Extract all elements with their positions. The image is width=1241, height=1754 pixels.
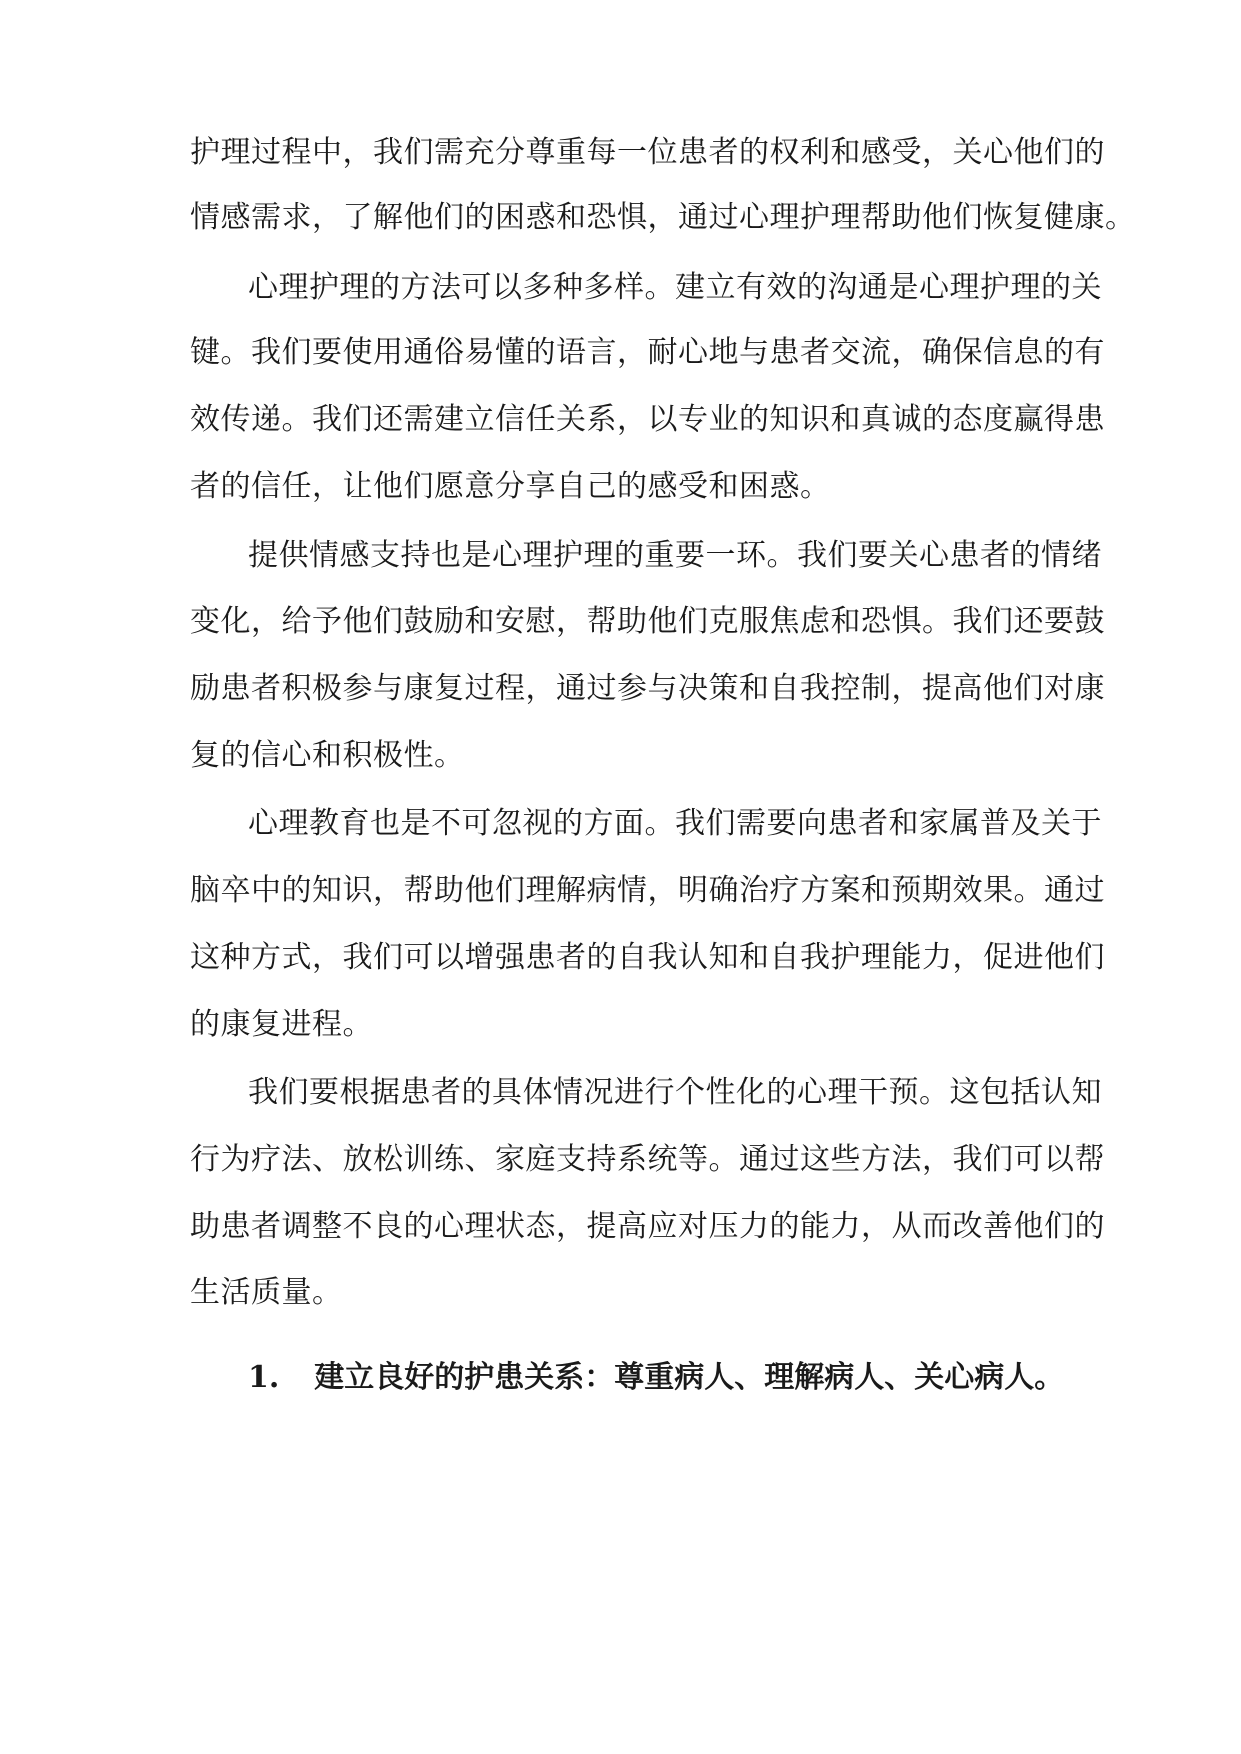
paragraph-3-line-2: 变化，给予他们鼓励和安慰，帮助他们克服焦虑和恐惧。我们还要鼓 [190,604,1105,639]
paragraph-2-line-4: 者的信任，让他们愿意分享自己的感受和困惑。 [190,469,831,504]
paragraph-4-line-3: 这种方式，我们可以增强患者的自我认知和自我护理能力，促进他们 [190,940,1105,975]
paragraph-4-line-4: 的康复进程。 [190,1007,373,1042]
section-heading [248,1358,1064,1398]
paragraph-1-line-1: 护理过程中，我们需充分尊重每一位患者的权利和感受，关心他们的 [190,135,1105,170]
section-heading-number: 1. [248,1360,280,1395]
paragraph-5-line-2: 行为疗法、放松训练、家庭支持系统等。通过这些方法，我们可以帮 [190,1142,1105,1177]
paragraph-4-line-1: 心理教育也是不可忽视的方面。我们需要向患者和家属普及关于 [248,806,1102,841]
paragraph-5-line-4: 生活质量。 [190,1275,343,1310]
paragraph-1-line-2: 情感需求，了解他们的困惑和恐惧，通过心理护理帮助他们恢复健康。 [190,200,1136,235]
paragraph-2-line-1: 心理护理的方法可以多种多样。建立有效的沟通是心理护理的关 [248,270,1102,305]
paragraph-4-line-2: 脑卒中的知识，帮助他们理解病情，明确治疗方案和预期效果。通过 [190,873,1105,908]
paragraph-3-line-4: 复的信心和积极性。 [190,738,465,773]
paragraph-2-line-2: 键。我们要使用通俗易懂的语言，耐心地与患者交流，确保信息的有 [190,335,1105,370]
paragraph-5-line-3: 助患者调整不良的心理状态，提高应对压力的能力，从而改善他们的 [190,1209,1105,1244]
paragraph-3-line-3: 励患者积极参与康复过程，通过参与决策和自我控制，提高他们对康 [190,671,1105,706]
paragraph-3-line-1: 提供情感支持也是心理护理的重要一环。我们要关心患者的情绪 [248,538,1102,573]
paragraph-2-line-3: 效传递。我们还需建立信任关系，以专业的知识和真诚的态度赢得患 [190,402,1105,437]
paragraph-5-line-1: 我们要根据患者的具体情况进行个性化的心理干预。这包括认知 [248,1075,1102,1110]
section-heading-text: 建立良好的护患关系：尊重病人、理解病人、关心病人。 [314,1360,1065,1395]
